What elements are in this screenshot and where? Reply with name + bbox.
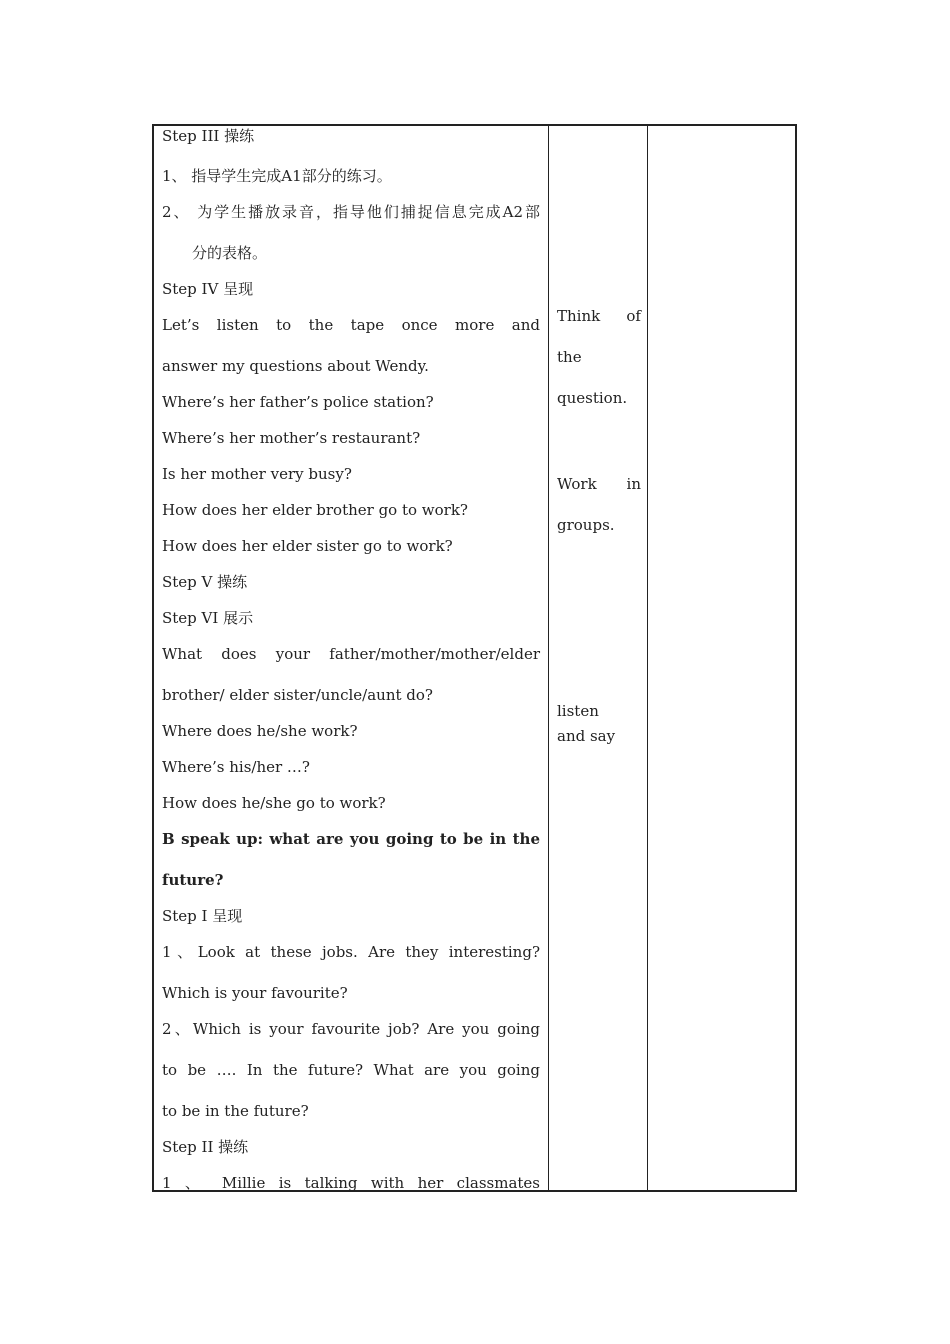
step-heading: Step II 操练 [162, 1138, 249, 1156]
section-heading: future? [162, 871, 224, 889]
activity-line: question. [557, 389, 628, 407]
question-line: What does your father/mother/mother/elder [162, 645, 540, 663]
procedure-line: Let’s listen to the tape once more and [162, 316, 540, 334]
question-line: Where’s her father’s police station? [162, 393, 434, 411]
step-heading: Step IV 呈现 [162, 280, 254, 298]
procedure-line: to be in the future? [162, 1102, 309, 1120]
question-line: brother/ elder sister/uncle/aunt do? [162, 686, 433, 704]
column-divider-2 [647, 126, 648, 1190]
activity-line: Think of [557, 307, 641, 325]
activity-line: groups. [557, 516, 615, 534]
procedure-line: 2、Which is your favourite job? Are you going [162, 1020, 540, 1038]
procedure-line: 2、 为学生播放录音，指导他们捕捉信息完成A2部 [162, 203, 540, 221]
step-heading: Step I 呈现 [162, 907, 243, 925]
procedure-line: 分的表格。 [192, 244, 268, 262]
question-line: How does he/she go to work? [162, 794, 386, 812]
activity-line: Work in [557, 475, 641, 493]
procedure-line: 1 、 Millie is talking with her classmates [162, 1174, 540, 1192]
question-line: Where does he/she work? [162, 722, 358, 740]
question-line: Where’s her mother’s restaurant? [162, 429, 421, 447]
step-heading: Step III 操练 [162, 127, 255, 145]
procedure-line: 1、 指导学生完成A1部分的练习。 [162, 167, 392, 185]
section-heading: B speak up: what are you going to be in the [162, 830, 540, 848]
procedure-line: to be …. In the future? What are you going [162, 1061, 540, 1079]
activity-line: the [557, 348, 582, 366]
procedure-line: answer my questions about Wendy. [162, 357, 429, 375]
procedure-line: Which is your favourite? [162, 984, 348, 1002]
procedure-line: 1、Look at these jobs. Are they interesting? [162, 943, 540, 961]
column-divider-1 [548, 126, 549, 1190]
question-line: Where’s his/her …? [162, 758, 310, 776]
activity-line: listen [557, 702, 599, 720]
question-line: How does her elder brother go to work? [162, 501, 468, 519]
question-line: How does her elder sister go to work? [162, 537, 453, 555]
activity-line: and say [557, 727, 616, 745]
step-heading: Step VI 展示 [162, 609, 254, 627]
lesson-plan-table [152, 124, 797, 1192]
question-line: Is her mother very busy? [162, 465, 352, 483]
step-heading: Step V 操练 [162, 573, 248, 591]
